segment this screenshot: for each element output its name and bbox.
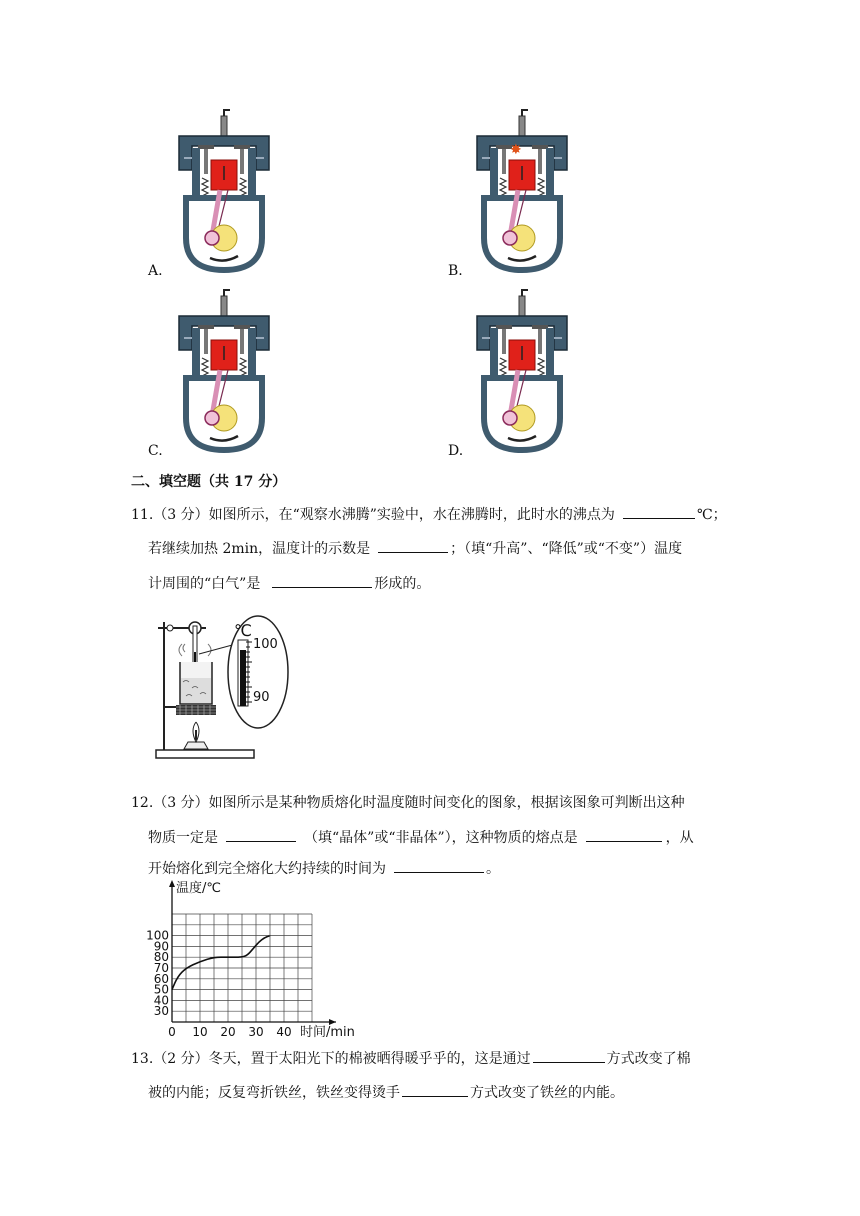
option-c-label: C. xyxy=(148,443,163,459)
q12-line2-tail: ，从 xyxy=(665,830,694,846)
q12-line3-tail: 。 xyxy=(486,861,500,877)
q13-line2-text: 被的内能；反复弯折铁丝，铁丝变得烫手 xyxy=(148,1085,400,1101)
engine-diagram-b xyxy=(470,108,574,278)
engine-diagram-c xyxy=(172,288,276,458)
y-tick-label: 60 xyxy=(153,971,169,986)
y-tick-label: 90 xyxy=(153,939,169,954)
melting-curve-chart xyxy=(140,876,380,1042)
q12-line1: 12.（3 分）如图所示是某种物质熔化时温度随时间变化的图象，根据该图象可判断出这种 xyxy=(131,795,685,811)
q12-line2-text: 物质一定是 xyxy=(148,830,218,846)
y-axis-label: 温度/℃ xyxy=(176,881,221,896)
y-tick-label: 40 xyxy=(153,993,169,1008)
q11-line3-text: 计周围的“白气”是 xyxy=(148,576,261,592)
option-a-label: A. xyxy=(148,263,163,279)
thermometer-label-90: 90 xyxy=(253,690,270,705)
x-tick-label: 20 xyxy=(220,1025,236,1039)
section-title: 二、填空题（共 17 分） xyxy=(131,474,287,490)
x-axis-label: 时间/min xyxy=(300,1025,355,1040)
q11-answer-blank-3 xyxy=(272,573,372,588)
y-axis-arrow xyxy=(169,880,175,887)
q12-line2 xyxy=(148,827,694,848)
q13-line2 xyxy=(148,1082,624,1103)
q11-line3 xyxy=(148,573,430,594)
x-tick-label: 40 xyxy=(276,1025,292,1039)
y-tick-label: 50 xyxy=(153,982,169,997)
x-tick-label: 30 xyxy=(248,1025,264,1039)
q11-line2-text: 若继续加热 2min，温度计的示数是 xyxy=(148,541,371,557)
q13-line1 xyxy=(131,1048,691,1069)
y-tick-label: 100 xyxy=(146,928,169,943)
q13-answer-blank-1 xyxy=(533,1048,605,1063)
melting-curve-line xyxy=(172,936,270,990)
boiling-apparatus-figure xyxy=(150,612,300,772)
y-tick-label: 70 xyxy=(153,961,169,975)
q11-unit: ℃； xyxy=(696,507,727,523)
chart-axes xyxy=(169,880,355,1040)
y-tick-label: 30 xyxy=(153,1004,169,1019)
q13-line2-tail: 方式改变了铁丝的内能。 xyxy=(470,1085,624,1101)
q11-line2-tail: ；（填“升高”、“降低”或“不变”）温度 xyxy=(450,541,683,557)
q12-answer-blank-2 xyxy=(586,827,662,842)
thermometer-unit: ℃ xyxy=(234,621,252,640)
q13-answer-blank-2 xyxy=(402,1082,468,1097)
q12-line3-text: 开始熔化到完全熔化大约持续的时间为 xyxy=(148,861,386,877)
chart-series xyxy=(172,936,270,990)
q12-answer-blank-1 xyxy=(226,827,296,842)
q13-line1-text: 13.（2 分）冬天，置于太阳光下的棉被晒得暖乎乎的，这是通过 xyxy=(131,1051,531,1067)
engine-diagram-d xyxy=(470,288,574,458)
x-tick-label: 10 xyxy=(192,1025,208,1039)
chart-grid xyxy=(172,914,312,1022)
y-tick-label: 80 xyxy=(153,950,169,965)
q11-line3-tail: 形成的。 xyxy=(374,576,431,592)
q12-answer-blank-3 xyxy=(394,858,484,873)
option-b-label: B. xyxy=(448,263,463,279)
q11-line1-text: 11.（3 分）如图所示，在“观察水沸腾”实验中，水在沸腾时，此时水的沸点为 xyxy=(131,507,615,523)
option-d-label: D. xyxy=(448,443,464,459)
q11-answer-blank-1 xyxy=(623,504,695,519)
q11-line2 xyxy=(148,538,682,559)
q13-line1-tail: 方式改变了棉 xyxy=(606,1051,691,1067)
thermometer-label-100: 100 xyxy=(253,637,278,652)
q11-line1 xyxy=(131,504,727,525)
q12-line2-mid: （填“晶体”或“非晶体”），这种物质的熔点是 xyxy=(304,830,578,846)
engine-diagram-a xyxy=(172,108,276,278)
x-tick-label: 0 xyxy=(168,1025,176,1039)
q11-answer-blank-2 xyxy=(378,538,448,553)
spark-icon: ✸ xyxy=(510,142,522,158)
